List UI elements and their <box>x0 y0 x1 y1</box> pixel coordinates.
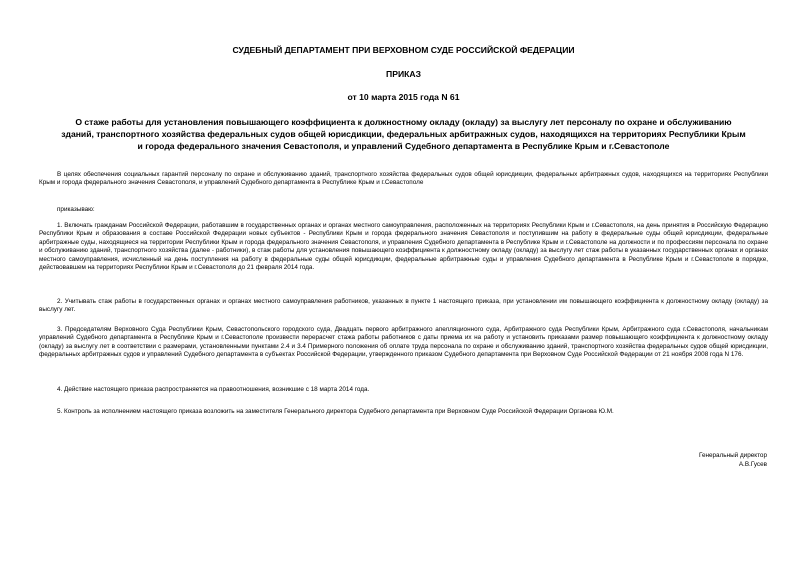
paragraph-4: 4. Действие настоящего приказа распространяется на правоотношения, возникшие с 18 марта 2014 года. <box>57 386 370 393</box>
order-word: приказываю: <box>57 206 95 213</box>
intro-paragraph: В целях обеспечения социальных гарантий персоналу по охране и обслуживанию зданий, транспортного хозяйства федеральных судов общей юрисдикции, федеральных арбитражных судов, находящихся на территориях Республики Крым и города федерального значения Севастополя, и управлений Судебного департамента в Республике Крым и г.Севастополе <box>39 171 768 187</box>
paragraph-1: 1. Включать гражданам Российской Федерации, работавшим в государственных органах и органах местного самоуправления, расположенных на территориях Республики Крым и г.Севастополя, на день принятия в Российскую Федерацию Республики Крым и образования в составе Российской Федерации новых субъектов - Республики Крым и города федерального значения Севастополя и поступившим на работу в федеральные суды общей юрисдикции, федеральные арбитражные суды, находящиеся на территории Республики Крым и города федерального значения Севастополя, и управления Судебного департамента в Республике Крым и г.Севастополе на должности и по профессиям персонала по охране и обслуживанию зданий, транспортного хозяйства (далее - работники), в стаж работы для установления повышающего коэффициента к должностному окладу (окладу) за выслугу лет стаж работы в указанных государственных органах и органах местного самоуправления, исчисленный на день поступления на работу в федеральные суды общей юрисдикции, федеральные арбитражные суды и управления Судебного департамента в Республике Крым и г.Севастополе в порядке, действовавшем на территориях Республики Крым и г.Севастополя до 21 февраля 2014 года. <box>39 222 768 272</box>
paragraph-2: 2. Учитывать стаж работы в государственных органах и органах местного самоуправления работников, указанных в пункте 1 настоящего приказа, при установлении им повышающего коэффициента к должностному окладу (окладу) за выслугу лет. <box>39 298 768 314</box>
document-date-number: от 10 марта 2015 года N 61 <box>347 92 460 102</box>
organization-header: СУДЕБНЫЙ ДЕПАРТАМЕНТ ПРИ ВЕРХОВНОМ СУДЕ РОССИЙСКОЙ ФЕДЕРАЦИИ <box>232 45 575 55</box>
paragraph-5: 5. Контроль за исполнением настоящего приказа возложить на заместителя Генерального директора Судебного департамента при Верховном Суде Российской Федерации Органова Ю.М. <box>57 408 614 415</box>
signature-name: А.В.Гусев <box>738 461 767 468</box>
document-type: ПРИКАЗ <box>386 69 421 79</box>
signature-block <box>699 451 767 469</box>
document-title: О стаже работы для установления повышающего коэффициента к должностному окладу (окладу) за выслугу лет персоналу по охране и обслуживанию зданий, транспортного хозяйства федеральных судов общей юрисдикции, федеральных арбитражных судов, находящихся на территориях Республики Крым и города федерального значения Севастополя, и управлений Судебного департамента в Республике Крым и г.Севастополе <box>61 117 746 151</box>
signature-position: Генеральный директор <box>698 452 767 459</box>
paragraph-3: 3. Председателям Верховного Суда Республики Крым, Севастопольского городского суда, Двадцать первого арбитражного апелляционного суда, Арбитражного суда Республики Крым, Арбитражного суда г.Севастополя, начальникам управлений Судебного департамента в Республике Крым и г.Севастополе произвести перерасчет стажа работы работников с даты приема их на работу и установить приказами размер повышающего коэффициента к должностному окладу (окладу) за выслугу лет в соответствии с размерами, установленными пунктами 2.4 и 3.4 Примерного положения об оплате труда персонала по охране и обслуживанию зданий, транспортного хозяйства федеральных судов общей юрисдикции, федеральных арбитражных судов и управлений Судебного департамента в субъектах Российской Федерации, утвержденного приказом Судебного департамента при Верховном Суде Российской Федерации от 21 ноября 2008 года N 176. <box>39 326 768 359</box>
